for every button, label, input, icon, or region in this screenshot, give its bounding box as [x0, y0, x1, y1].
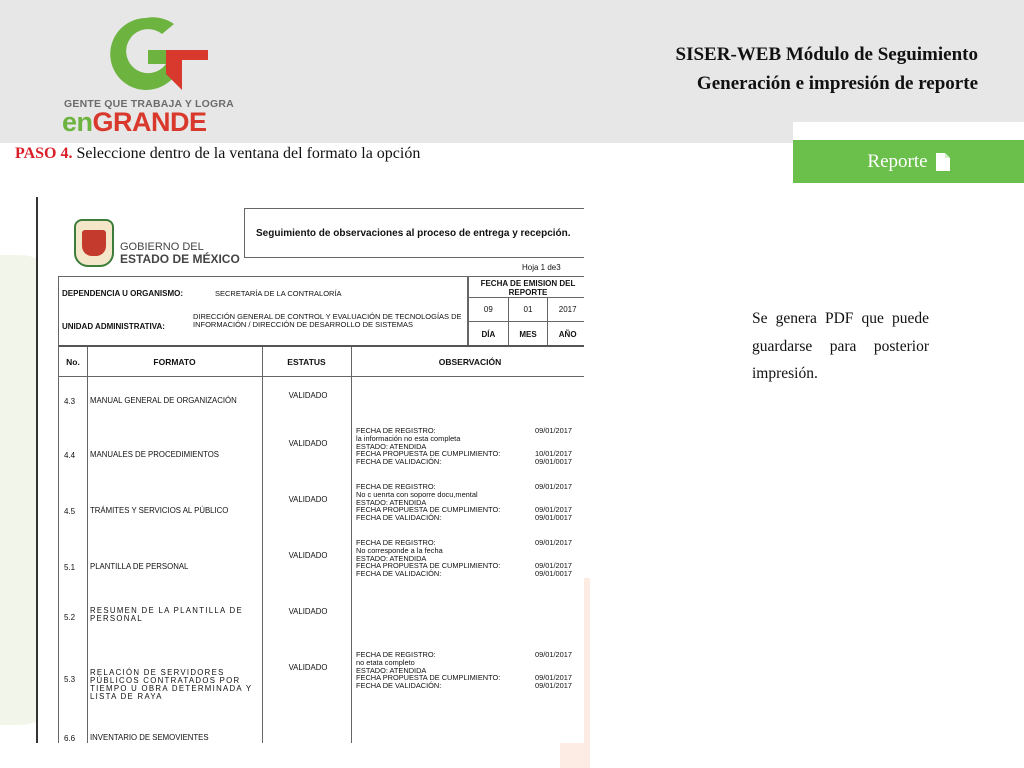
button-top-strip — [793, 122, 1024, 140]
row-status: VALIDADO — [288, 495, 328, 504]
row-status: VALIDADO — [288, 663, 328, 672]
row-status: VALIDADO — [288, 551, 328, 560]
date-year: 2017 — [558, 305, 577, 314]
row-observation: FECHA DE REGISTRO: 09/01/2017 No c uenrta con soporre docu,mental ESTADO: ATENDIDA FECHA PROPUESTA DE CUMPLIMIENTO: 09/01/2017 FECHA DE VALIDACIÓN: 09/01/0017 — [356, 482, 572, 523]
col-observacion: OBSERVACIÓN — [351, 347, 584, 377]
row-observation: FECHA DE REGISTRO: 09/01/2017 no etata completo ESTADO: ATENDIDA FECHA PROPUESTA DE CUMPLIMIENTO: 09/01/2017 FECHA DE VALIDACIÓN: 09/01/2017 — [356, 650, 572, 691]
observations-table — [58, 345, 584, 743]
row-formato: MANUALES DE PROCEDIMIENTOS — [90, 450, 219, 459]
logo-tagline: GENTE QUE TRABAJA Y LOGRA — [64, 98, 234, 110]
engrande-logo — [60, 14, 234, 137]
col-estatus: ESTATUS — [262, 347, 351, 377]
row-status: VALIDADO — [288, 607, 328, 616]
row-observation: FECHA DE REGISTRO: 09/01/2017 la información no esta completa ESTADO: ATENDIDA FECHA PROPUESTA DE CUMPLIMIENTO: 10/01/2017 FECHA DE VALIDACIÓN: 09/01/0017 — [356, 426, 572, 467]
report-button-label: Reporte — [867, 150, 928, 172]
row-observation: FECHA DE REGISTRO: 09/01/2017 No corresponde a la fecha ESTADO: ATENDIDA FECHA PROPUESTA DE CUMPLIMIENTO: 09/01/2017 FECHA DE VALIDACIÓN: 09/01/0017 — [356, 538, 572, 579]
logo-wordmark: enGRANDE — [62, 107, 207, 137]
step-label: PASO 4. — [15, 145, 73, 162]
description-text: Se genera PDF que puede guardarse para posterior impresión. — [752, 310, 929, 382]
date-day: 09 — [469, 298, 509, 321]
title-line-2: Generación e impresión de reporte — [696, 73, 978, 94]
dependency-info: DEPENDENCIA U ORGANISMO: SECRETARÍA DE LA CONTRALORÍA UNIDAD ADMINISTRATIVA: DIRECCIÓN GENERAL DE CONTROL Y EVALUACIÓN DE TECNOLOGÍAS DE INFORMACIÓN / DIRECCIÓN DE DESARROLLO DE SISTEMAS — [58, 276, 468, 346]
row-number: 5.2 — [64, 613, 76, 622]
gobierno-label: GOBIERNO DEL ESTADO DE MÉXICO — [120, 241, 240, 266]
row-number: 4.5 — [64, 507, 76, 516]
row-formato: RESUMEN DE LA PLANTILLA DE PERSONAL — [90, 606, 243, 623]
emission-date-box: FECHA DE EMISION DEL REPORTE 09 01 2017 DÍA MES AÑO — [468, 276, 584, 346]
row-number: 5.1 — [64, 563, 76, 572]
row-number: 4.4 — [64, 451, 76, 460]
step-instruction — [15, 145, 420, 163]
row-status: VALIDADO — [288, 391, 328, 400]
col-formato: FORMATO — [87, 347, 262, 377]
row-formato: RELACIÓN DE SERVIDORES PÚBLICOS CONTRATADOS POR TIEMPO U OBRA DETERMINADA Y LISTA DE RAYA — [90, 668, 253, 701]
row-formato: INVENTARIO DE SEMOVIENTES — [90, 733, 209, 742]
date-month: 01 — [509, 298, 549, 321]
row-formato: MANUAL GENERAL DE ORGANIZACIÓN — [90, 396, 237, 405]
g-logo-icon — [90, 14, 210, 94]
row-formato: TRÁMITES Y SERVICIOS AL PÚBLICO — [90, 506, 229, 515]
row-formato: PLANTILLA DE PERSONAL — [90, 562, 189, 571]
step-text: Seleccione dentro de la ventana del formato la opción — [76, 145, 421, 162]
report-button[interactable] — [793, 140, 1024, 183]
row-number: 4.3 — [64, 397, 76, 406]
row-number: 6.6 — [64, 734, 76, 743]
pdf-report-preview — [36, 197, 584, 743]
report-title: Seguimiento de observaciones al proceso de entrega y recepción. — [244, 208, 584, 258]
row-status: VALIDADO — [288, 439, 328, 448]
row-number: 5.3 — [64, 675, 76, 684]
file-icon — [936, 153, 950, 171]
page-title — [676, 40, 978, 98]
page-indicator: Hoja 1 de3 — [522, 263, 561, 272]
state-seal-icon — [74, 219, 114, 267]
col-no: No. — [59, 347, 87, 377]
title-line-1: SISER-WEB Módulo de Seguimiento — [675, 44, 978, 65]
